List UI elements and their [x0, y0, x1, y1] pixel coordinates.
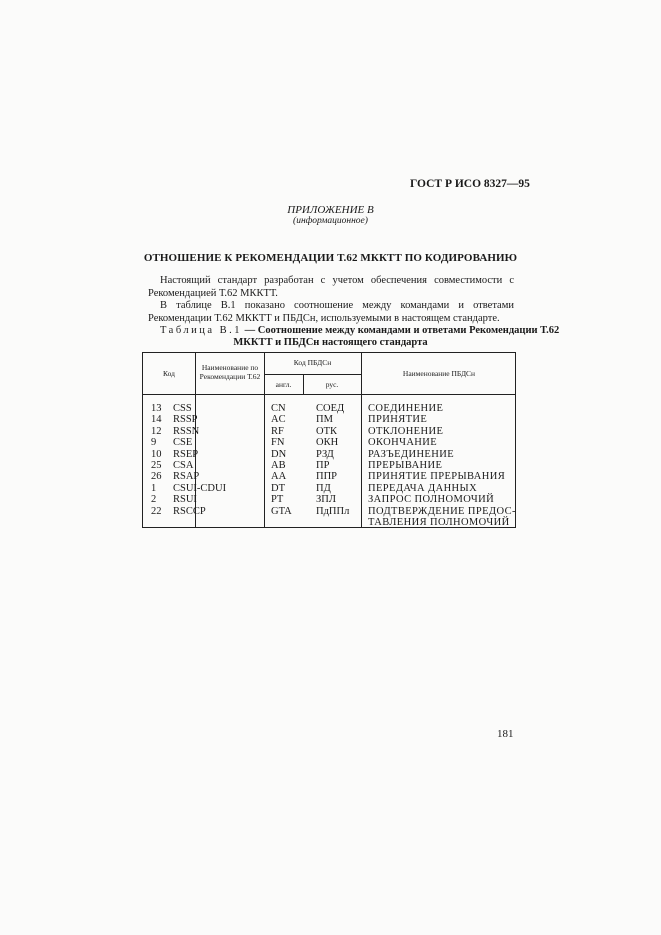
page-number: 181: [497, 728, 514, 740]
paragraph: В таблице В.1 показано соотношение между командами и ответами Рекомендации Т.62 МККТТ и ПБДСн, используемыми в настоящем стандарте.: [148, 300, 514, 324]
divider: [361, 353, 362, 527]
cell-eng: AA: [271, 471, 287, 483]
caption-label: Таблица В.1: [160, 325, 243, 336]
cell-rus: ППР: [316, 471, 338, 483]
mapping-table: [142, 352, 516, 528]
cell-eng: GTA: [271, 505, 292, 517]
caption-dash: —: [242, 325, 258, 336]
cell-name: ПРЕРЫВАНИЕ: [368, 459, 443, 471]
standard-number: ГОСТ Р ИСО 8327—95: [410, 178, 530, 190]
cell-code: 9: [151, 437, 157, 449]
cell-rus: ПМ: [316, 414, 333, 426]
cell-name: ЗАПРОС ПОЛНОМОЧИЙ: [368, 494, 495, 506]
cell-eng: RF: [271, 425, 284, 437]
cell-eng: PT: [271, 494, 284, 506]
cell-code: 1: [151, 482, 157, 494]
cell-eng: CN: [271, 403, 286, 414]
cell-name: ПРИНЯТИЕ: [368, 414, 428, 426]
cell-rus: ОКН: [316, 437, 339, 449]
cell-t62: CSE: [173, 437, 193, 449]
cell-code: 2: [151, 494, 157, 506]
cell-code: 13: [151, 403, 162, 414]
cell-t62: CSUI-CDUI: [173, 482, 227, 494]
cell-t62: RSEP: [173, 448, 199, 460]
cell-t62: RSCCP: [173, 505, 206, 517]
appendix-title: ПРИЛОЖЕНИЕ В: [287, 204, 374, 216]
cell-rus: ОТК: [316, 425, 337, 437]
cell-rus: СОЕД: [316, 403, 345, 414]
cell-name: ПОДТВЕРЖДЕНИЕ ПРЕДОС-: [368, 505, 516, 517]
cell-name: ПРИНЯТИЕ ПРЕРЫВАНИЯ: [368, 471, 506, 483]
cell-rus: РЗД: [316, 448, 334, 460]
cell-code: 26: [151, 471, 162, 483]
cell-t62: CSS: [173, 403, 192, 414]
paragraph: Настоящий стандарт разработан с учетом обеспечения совместимости с Рекомендацией Т.62 МККТТ.: [148, 275, 514, 299]
cell-t62: RSUI: [173, 494, 197, 506]
divider: [264, 374, 361, 375]
cell-rus: ПР: [316, 459, 330, 471]
cell-name: ПЕРЕДАЧА ДАННЫХ: [368, 482, 478, 494]
cell-t62: RSAP: [173, 471, 200, 483]
header-code: Код: [163, 369, 175, 378]
cell-code: 25: [151, 459, 162, 471]
cell-rus: ЗПЛ: [316, 494, 336, 506]
cell-name-continued: ТАВЛЕНИЯ ПОЛНОМОЧИЙ: [368, 516, 510, 528]
cell-eng: DN: [271, 448, 287, 460]
header-pbdsn-code: Код ПБДСн: [293, 358, 332, 367]
cell-eng: AB: [271, 459, 286, 471]
caption-text: Соотношение между командами и ответами Рекомендации Т.62: [257, 325, 560, 336]
cell-name: РАЗЪЕДИНЕНИЕ: [368, 448, 455, 460]
cell-code: 22: [151, 505, 162, 517]
table-caption-continued: МККТТ и ПБДСн настоящего стандарта: [233, 337, 428, 348]
table-caption: [160, 325, 559, 336]
cell-name: ОКОНЧАНИЕ: [368, 437, 438, 449]
cell-name: ОТКЛОНЕНИЕ: [368, 425, 444, 437]
cell-t62: CSA: [173, 459, 194, 471]
header-eng: англ.: [275, 380, 292, 389]
header-rus: рус.: [325, 380, 339, 389]
cell-code: 10: [151, 448, 162, 460]
cell-eng: DT: [271, 482, 285, 494]
cell-eng: FN: [271, 437, 285, 449]
cell-code: 14: [151, 414, 162, 426]
appendix-subtitle: (информационное): [293, 216, 368, 226]
section-title: ОТНОШЕНИЕ К РЕКОМЕНДАЦИИ Т.62 МККТТ ПО КОДИРОВАНИЮ: [143, 252, 518, 264]
cell-code: 12: [151, 425, 162, 437]
cell-t62: RSSN: [173, 425, 200, 437]
cell-rus: ПдППл: [316, 505, 350, 517]
header-pbdsn-name: Наименование ПБДСн: [402, 369, 476, 378]
divider: [143, 394, 515, 395]
cell-name: СОЕДИНЕНИЕ: [368, 403, 444, 414]
cell-rus: ПД: [316, 482, 331, 494]
header-name-t62: Наименование по Рекомендации Т.62: [199, 363, 261, 381]
cell-eng: AC: [271, 414, 286, 426]
cell-t62: RSSP: [173, 414, 198, 426]
